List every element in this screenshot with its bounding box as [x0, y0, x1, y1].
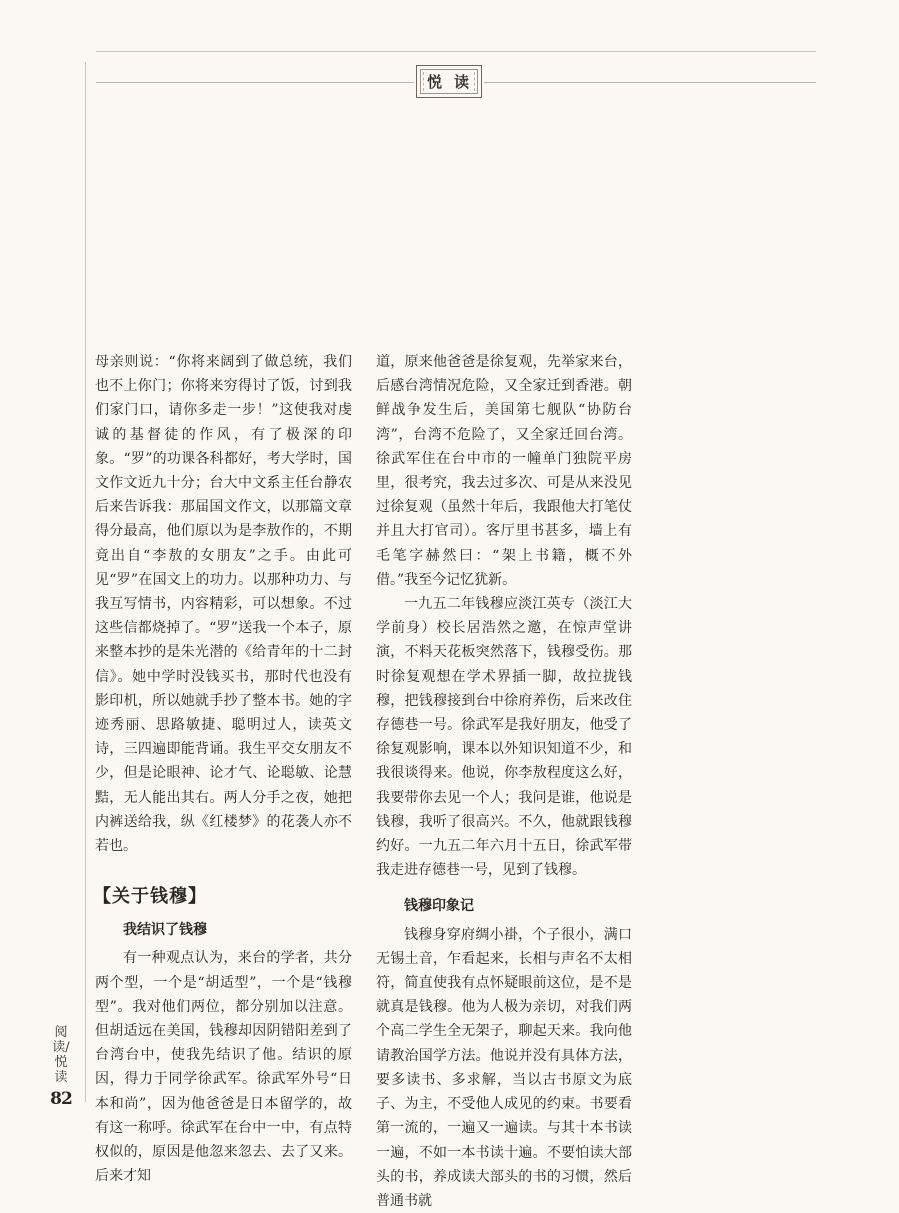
header-rule-left [96, 82, 414, 83]
right-paragraph-3: 钱穆身穿府绸小褂，个子很小，满口无锡土音，乍看起来，长相与声名不太相符，简直使我有点怀疑眼前这位，是不是就真是钱穆。他为人极为亲切，对我们两个高二学生全无架子，聊起天来。我向他请教治国学方法。他说并没有具体方法，要多读书、多求解，当以古书原文为底子、为主，不受他人成见的约束。书要看第一流的，一遍又一遍读。与其十本书读一遍，不如一本书读十遍。不要怕读大部头的书，养成读大部头的书的习惯，然后普通书就 [376, 926, 632, 1209]
column-badge-label: 悦读 [427, 73, 482, 91]
folio-label: 阅读/悦读 [52, 1025, 70, 1085]
left-column [95, 350, 352, 1189]
left-paragraph-1: 母亲则说：“你将来阔到了做总统，我们也不上你门；你将来穷得讨了饭，讨到我们家门口，请你多走一步！”这使我对虔诚的基督徒的作风，有了极深的印象。“罗”的功课各科都好，考大学时，国文作文近九十分；台大中文系主任台静农后来告诉我：那届国文作文，以那篇文章得分最高，他们原以为是李敖作的，不期竟出自“李敖的女朋友”之手。由此可见“罗”在国文上的功力。以那种功力、与我互写情书，内容精彩，可以想象。不过这些信都烧掉了。“罗”送我一个本子，原来整本抄的是朱光潜的《给青年的十二封信》。她中学时没钱买书，那时代也没有影印机，所以她就手抄了整本书。她的字迹秀丽、思路敏捷、聪明过人，读英文诗，三四遍即能背诵。我生平交女朋友不少，但是论眼神、论才气、论聪敏、论慧黠，无人能出其右。两人分手之夜，她把内裤送给我，纵《红楼梦》的花袭人亦不若也。 [95, 354, 352, 855]
left-paragraph-2: 有一种观点认为，来台的学者，共分两个型，一个是“胡适型”，一个是“钱穆型”。我对他们两位，都分别加以注意。但胡适远在美国，钱穆却因阴错阳差到了台湾台中，使我先结识了他。结识的原因，得力于同学徐武军。徐武军外号“日本和尚”，因为他爸爸是日本留学的，故有这一称呼。徐武军在台中一中，有点特权似的，原因是他忽来忽去、去了又来。后来才知 [95, 950, 352, 1185]
subheading-2: 钱穆印象记 [404, 898, 474, 915]
section-title: 【关于钱穆】 [93, 886, 207, 908]
column-badge [416, 65, 482, 98]
right-column [376, 350, 632, 1213]
top-rule [96, 51, 816, 52]
right-paragraph-2: 一九五二年钱穆应淡江英专（淡江大学前身）校长居浩然之邀，在惊声堂讲演，不料天花板突然落下，钱穆受伤。那时徐复观想在学术界插一脚，故拉拢钱穆，把钱穆接到台中徐府养伤，后来改住存德巷一号。徐武军是我好朋友，他受了徐复观影响，课本以外知识知道不少，和我很谈得来。他说，你李敖程度这么好，我要带你去见一个人；我问是谁，他说是钱穆，我听了很高兴。不久，他就跟钱穆约好。一九五二年六月十五日，徐武军带我走进存德巷一号，见到了钱穆。 [376, 596, 632, 879]
page-number: 82 [50, 1089, 72, 1109]
margin-rule [85, 62, 86, 1102]
page-folio [50, 1025, 72, 1109]
subheading-1: 我结识了钱穆 [123, 922, 207, 939]
right-paragraph-1: 道，原来他爸爸是徐复观，先举家来台，后感台湾情况危险，又全家迁到香港。朝鲜战争发生后，美国第七舰队“协防台湾”，台湾不危险了，又全家迁回台湾。徐武军住在台中市的一幢单门独院平房里，很考究，我去过多次、可是从来没见过徐复观（虽然十年后，我跟他大打笔仗并且大打官司）。客厅里书甚多，墙上有毛笔字赫然曰：“架上书籍，概不外借。”我至今记忆犹新。 [376, 354, 632, 588]
header-rule-right [484, 82, 816, 83]
